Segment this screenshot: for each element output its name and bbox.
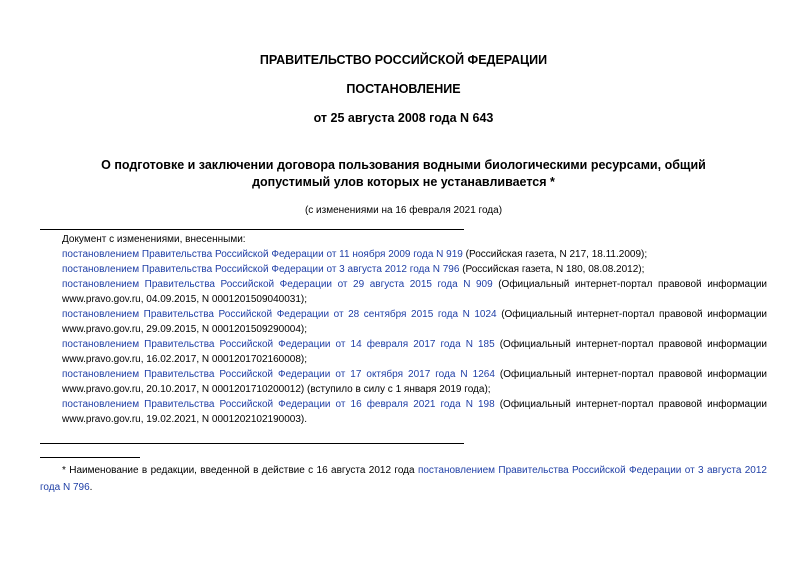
change-source: (Официальный интернет-портал правовой информации www.pravo.gov.ru, 19.02.2021, N 0001202102190003).: [62, 399, 767, 425]
title-line-2: допустимый улов которых не устанавливается *: [252, 175, 555, 189]
changes-intro: Документ с изменениями, внесенными:: [62, 234, 246, 245]
change-source: (Российская газета, N 180, 08.08.2012);: [462, 264, 645, 275]
change-link[interactable]: постановлением Правительства Российской Федерации от 3 августа 2012 года N 796: [62, 264, 460, 275]
change-item: [40, 262, 767, 277]
change-source: (Российская газета, N 217, 18.11.2009);: [465, 249, 648, 260]
changes-block: [40, 232, 767, 427]
footnote-link[interactable]: постановлением Правительства Российской Федерации от 3 августа 2012 года N 796: [40, 465, 767, 493]
footnote-text: * Наименование в редакции, введенной в действие с 16 августа 2012 года: [62, 465, 415, 476]
top-divider: [40, 229, 464, 230]
footnote: [40, 462, 767, 496]
footnote-end: .: [89, 482, 93, 493]
change-link[interactable]: постановлением Правительства Российской Федерации от 29 августа 2015 года N 909: [62, 279, 493, 290]
edition-note: (с изменениями на 16 февраля 2021 года): [304, 205, 503, 216]
change-item: [40, 277, 767, 307]
change-link[interactable]: постановлением Правительства Российской Федерации от 11 ноября 2009 года N 919: [62, 249, 463, 260]
change-source: (Официальный интернет-портал правовой информации www.pravo.gov.ru, 20.10.2017, N 0001201710200012) (вступило в силу с 1 января 2019 года);: [62, 369, 767, 395]
footnote-divider: [40, 457, 140, 458]
change-link[interactable]: постановлением Правительства Российской Федерации от 14 февраля 2017 года N 185: [62, 339, 495, 350]
change-link[interactable]: постановлением Правительства Российской Федерации от 16 февраля 2021 года N 198: [62, 399, 495, 410]
bottom-divider: [40, 443, 464, 444]
change-link[interactable]: постановлением Правительства Российской Федерации от 17 октября 2017 года N 1264: [62, 369, 495, 380]
change-item: [40, 367, 767, 397]
change-item: [40, 247, 767, 262]
government-heading: ПРАВИТЕЛЬСТВО РОССИЙСКОЙ ФЕДЕРАЦИИ: [259, 53, 548, 67]
document-type-heading: ПОСТАНОВЛЕНИЕ: [346, 82, 461, 96]
change-link[interactable]: постановлением Правительства Российской Федерации от 28 сентября 2015 года N 1024: [62, 309, 497, 320]
change-source: (Официальный интернет-портал правовой информации www.pravo.gov.ru, 16.02.2017, N 0001201702160008);: [62, 339, 767, 365]
change-item: [40, 397, 767, 427]
change-item: [40, 307, 767, 337]
change-source: (Официальный интернет-портал правовой информации www.pravo.gov.ru, 04.09.2015, N 0001201509040031);: [62, 279, 767, 305]
title-line-1: О подготовке и заключении договора пользования водными биологическими ресурсами, общий: [101, 158, 706, 172]
document-title: [60, 157, 747, 191]
change-source: (Официальный интернет-портал правовой информации www.pravo.gov.ru, 29.09.2015, N 0001201509290004);: [62, 309, 768, 335]
date-number-heading: от 25 августа 2008 года N 643: [313, 111, 494, 125]
change-item: [40, 337, 767, 367]
